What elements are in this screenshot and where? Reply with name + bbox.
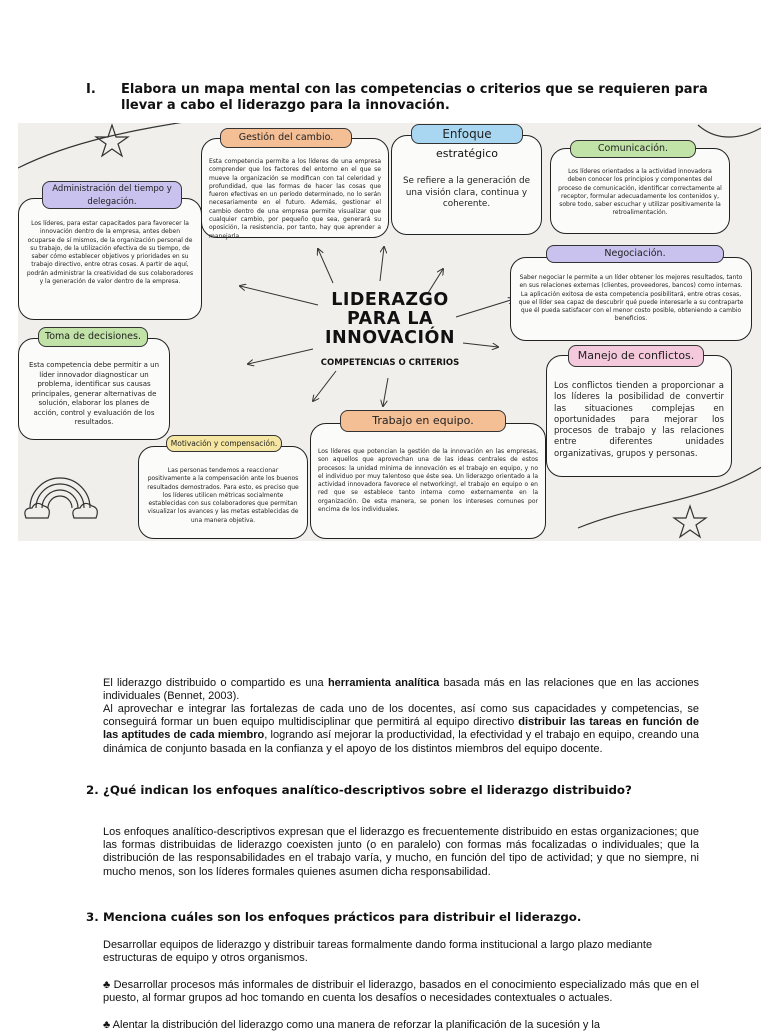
node-comunicacion-text: Los líderes orientados a la actividad innovadora deben conocer los principios y componentes del proceso de comunicación, identificar correctamente al receptor, formular adecuadamente los contenidos y, sobre todo, saber escuchar y utilizar positivamente la retroalimentación. bbox=[558, 168, 722, 217]
paragraph-5: ♣ Desarrollar procesos más informales de distribuir el liderazgo, basados en el conocimiento especializado más que en el puesto, al formar grupos ad hoc tomando en cuenta los desafíos o necesidades contextuales o actuales. bbox=[103, 979, 699, 1005]
heading-number: I. bbox=[86, 82, 96, 97]
node-negociacion bbox=[510, 257, 752, 341]
node-manejo-text: Los conflictos tienden a proporcionar a los líderes la posibilidad de convertir las situaciones complejas en oportunidades para mejorar los procesos de trabajo y las relaciones entre diferentes unidades organizativas, grupos y personas. bbox=[554, 381, 724, 459]
paragraph-1: El liderazgo distribuido o compartido es una herramienta analítica basada más en las relaciones que en las acciones individuales (Bennet, 2003). bbox=[103, 677, 699, 703]
label-trabajo-equipo: Trabajo en equipo. bbox=[340, 410, 506, 432]
doodle-curve-corner bbox=[698, 125, 761, 137]
node-trabajo-text: Los líderes que potencian la gestión de la innovación en las empresas, son aquellos que aprovechan una de las ideas centrales de estos procesos: la unidad mínima de innovación es el trabajo en equipo, y no el individuo por muy talentoso que éste sea. Un liderazgo orientado a la actividad innovadora favorece el networking!, el trabajo en equipo o en red que se establece tanto interna como externamente en la organización. De esta manera, se ponen los intereses comunes por encima de los individuales. bbox=[318, 448, 538, 514]
node-trabajo-equipo bbox=[310, 423, 546, 539]
paragraph-2: Al aprovechar e integrar las fortalezas de cada uno de los docentes, así como sus capacidades y competencias, se conseguirá formar un buen equipo multidisciplinar que permitirá al equipo directivo distribuir las tareas en función de las aptitudes de cada miembro, logrando así mejorar la productividad, la efectividad y el trabajo en equipo, creando una dinámica de conjunto basada en la confianza y el apoyo de los distintos miembros del equipo docente. bbox=[103, 703, 700, 755]
arrow-negociacion bbox=[456, 299, 514, 317]
node-administracion-text: Los líderes, para estar capacitados para favorecer la innovación dentro de la empresa, antes deben ocuparse de sí mismos, de la organización personal de su trabajo, de la utilización efectiva de su tiempo, de saber cómo establecer objetivos y prioridades en su trabajo directivo, entre otras cosas. A partir de aquí, podrán administrar la creatividad de sus colaboradores y la generación de valor dentro de la empresa. bbox=[26, 220, 194, 286]
mind-map-center-title: LIDERAZGO PARA LA INNOVACIÓN bbox=[325, 290, 455, 348]
node-comunicacion bbox=[550, 148, 730, 234]
label-enfoque: Enfoque bbox=[411, 124, 523, 144]
mind-map-image bbox=[18, 123, 761, 541]
arrow-administracion bbox=[240, 286, 318, 305]
node-manejo-conflictos bbox=[546, 355, 732, 477]
bold-herramienta: herramienta analítica bbox=[327, 677, 440, 689]
node-motivacion-text: Las personas tendemos a reaccionar positivamente a la compensación ante los buenos resultados demostrados. Para esto, es preciso que los líderes utilicen métricas socialmente establecidas con sus colaboradores que permitan visualizar los avances y las metas establecidas de una manera objetiva. bbox=[147, 467, 299, 524]
star-icon-top bbox=[96, 125, 128, 156]
question-2: 2. ¿Qué indican los enfoques analítico-descriptivos sobre el liderazgo distribuido? bbox=[86, 783, 632, 797]
paragraph-3: Los enfoques analítico-descriptivos expresan que el liderazgo es frecuentemente distribuido en estas organizaciones; que las formas distribuidas de liderazgo coexisten junto (o en paralelo) con formas más focalizadas o individuales; que la distribución de las responsabilidades en el trabajo varía, y mucho, en función del tipo de actividad; y que no siempre, ni mucho menos, son los líderes formales quienes asumen dicha responsabilidad. bbox=[103, 826, 699, 878]
node-motivacion bbox=[138, 446, 308, 539]
paragraph-4: Desarrollar equipos de liderazgo y distribuir tareas formalmente dando forma institucional a largo plazo mediante estructuras de equipo y otros organismos. bbox=[103, 939, 653, 965]
label-gestion-cambio: Gestión del cambio. bbox=[220, 128, 352, 148]
label-motivacion: Motivación y compensación. bbox=[166, 435, 282, 452]
cloud-icon-right bbox=[73, 503, 97, 518]
label-negociacion: Negociación. bbox=[546, 245, 724, 263]
arrow-toma bbox=[248, 349, 313, 364]
node-enfoque-text: Se refiere a la generación de una visión clara, continua y coherente. bbox=[402, 176, 531, 209]
mind-map-center-subtitle: COMPETENCIAS O CRITERIOS bbox=[320, 358, 460, 368]
node-gestion-text: Esta competencia permite a los líderes de una empresa comprender que los factores del entorno en el que se mueve la organización se modifican con tal celeridad y profundidad, que las formas de hacer las cosas que fueron efectivas en un período determinado, no lo serán necesariamente en el futuro. Además, gestionar el cambio dentro de una empresa permite visualizar que cualquier cambio, por pequeño que sea, generará su oposición, la resistencia, por tanto, hay que aprender a manejarla. bbox=[209, 158, 381, 240]
label-toma-decisiones: Toma de decisiones. bbox=[38, 327, 148, 347]
node-toma-decisiones bbox=[18, 338, 170, 440]
label-administracion: Administración del tiempo y delegación. bbox=[42, 181, 182, 209]
section-heading-1 bbox=[86, 82, 726, 114]
node-gestion-cambio bbox=[201, 138, 389, 238]
node-negociacion-text: Saber negociar le permite a un líder obtener los mejores resultados, tanto en sus relaciones externas (clientes, proveedores, bancos) como internas. La aplicación exitosa de esta competencia posibilitará, entre otras cosas, que el líder sea capaz de descubrir qué puede interesarle a su contraparte que él pueda satisfacer con el menor costo posible, obteniendo a cambio beneficios. bbox=[518, 274, 744, 323]
node-administracion bbox=[18, 198, 202, 320]
label-manejo-conflictos: Manejo de conflictos. bbox=[568, 345, 704, 367]
node-toma-text: Esta competencia debe permitir a un líder innovador diagnosticar un problema, identificar sus causas principales, generar alternativas de solución, elaborar los planes de acción, control y evaluación de los resultados. bbox=[29, 361, 159, 426]
label-estrategico: estratégico bbox=[436, 147, 498, 160]
question-3: 3. Menciona cuáles son los enfoques prácticos para distribuir el liderazgo. bbox=[86, 910, 582, 924]
star-icon-bottom bbox=[674, 506, 706, 537]
cloud-icon-left bbox=[25, 503, 49, 518]
arrow-gestion bbox=[318, 249, 333, 283]
bold-distribuir: distribuir las tareas en función de las aptitudes de cada miembro bbox=[103, 716, 700, 742]
heading-text: Elabora un mapa mental con las competencias o criterios que se requieren para llevar a cabo el liderazgo para la innovación. bbox=[121, 82, 708, 113]
arrow-trabajo bbox=[383, 378, 388, 406]
arrow-manejo bbox=[463, 343, 498, 347]
arrow-enfoque bbox=[380, 247, 384, 281]
paragraph-6: ♣ Alentar la distribución del liderazgo como una manera de reforzar la planificación de la sucesión y la bbox=[103, 1019, 600, 1031]
label-comunicacion: Comunicación. bbox=[570, 140, 696, 158]
arrow-motivacion bbox=[313, 371, 336, 401]
